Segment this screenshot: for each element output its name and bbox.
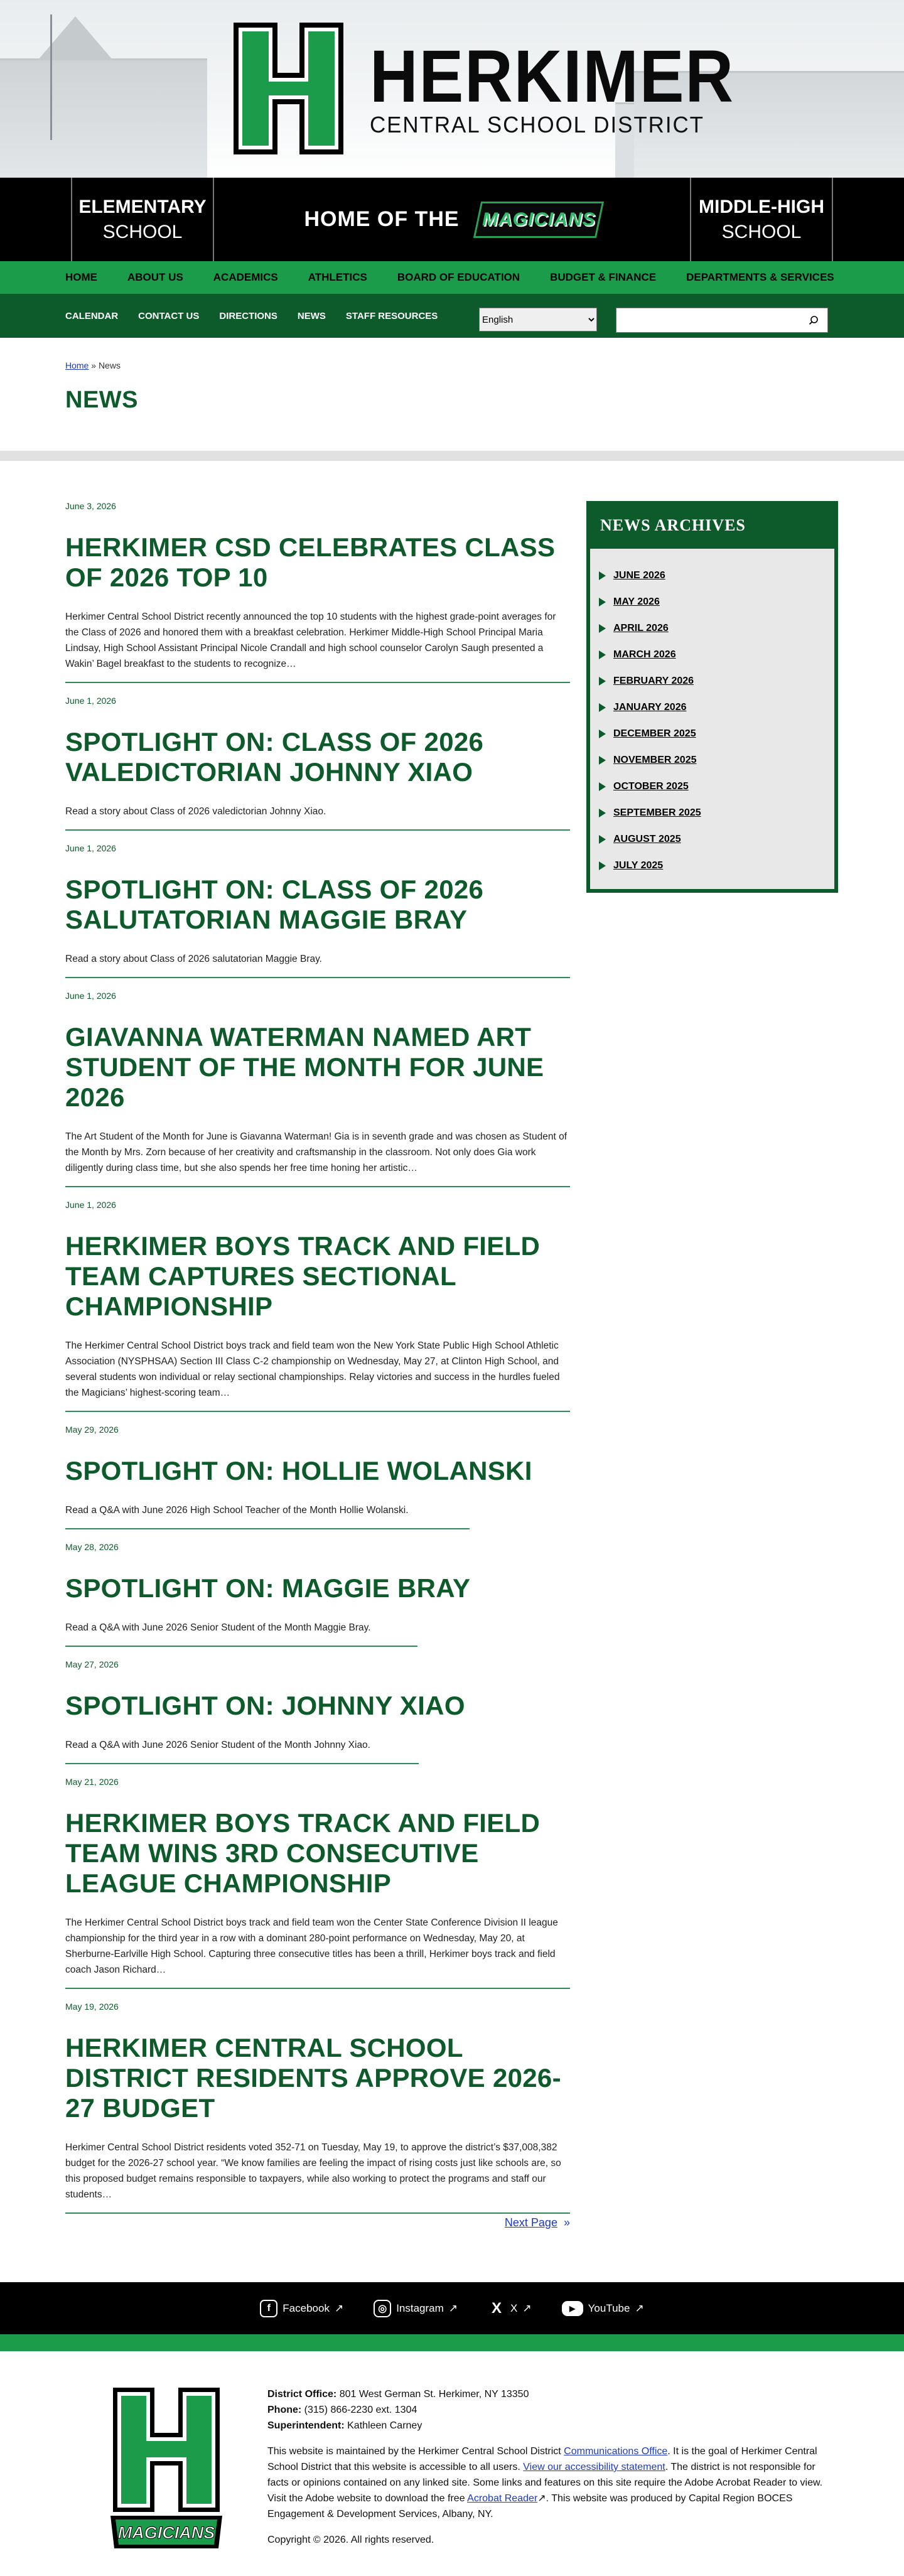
news-list xyxy=(65,501,570,2229)
external-link-icon: ↗ xyxy=(522,2302,532,2314)
archive-item xyxy=(599,642,834,668)
article-title[interactable]: HERKIMER BOYS TRACK AND FIELD TEAM CAPTURES SECTIONAL CHAMPIONSHIP xyxy=(65,1231,541,1321)
archive-item xyxy=(599,668,834,694)
article-title[interactable]: HERKIMER CSD CELEBRATES CLASS OF 2026 TOP 10 xyxy=(65,532,556,592)
archive-link[interactable]: MARCH 2026 xyxy=(613,649,676,660)
social-label: YouTube xyxy=(588,2302,630,2314)
header-banner xyxy=(0,0,904,178)
search-input[interactable] xyxy=(616,308,828,333)
breadcrumb-separator: » xyxy=(91,360,97,370)
triangle-bullet-icon xyxy=(599,650,606,659)
nav-contact-us[interactable]: CONTACT US xyxy=(138,310,200,321)
article-divider xyxy=(65,1411,570,1412)
archive-link[interactable]: AUGUST 2025 xyxy=(613,834,681,844)
article-summary: The Art Student of the Month for June is Giavanna Waterman! Gia is in seventh grade and was chosen as Student of the Month by Mrs. Zorn because of her creativity and craftsmanship in the classroom. Not only does Gia work diligently during class time, but she also spends her free time honing her artistic… xyxy=(65,1131,567,1173)
archive-link[interactable]: MAY 2026 xyxy=(613,596,660,607)
article-summary: The Herkimer Central School District boys track and field team won the Center State Conference Division II league championship for the third year in a row with a dominant 280-point performance on Wednesday, May 20, at Sherburne-Earlville High School. Capturing three consecutive titles has been a thrill, Herkimer boys track and field coach Jason Richard… xyxy=(65,1917,558,1975)
article-title[interactable]: HERKIMER CENTRAL SCHOOL DISTRICT RESIDENTS APPROVE 2026-27 BUDGET xyxy=(65,2033,561,2123)
school-building-image xyxy=(0,58,207,178)
archive-item xyxy=(599,563,834,589)
h-logo-icon xyxy=(231,20,346,157)
external-link-icon: ↗ xyxy=(635,2302,644,2314)
article-divider xyxy=(65,682,570,683)
x-link[interactable] xyxy=(488,2300,532,2317)
nav-athletics[interactable]: ATHLETICS xyxy=(308,271,367,283)
article-divider xyxy=(65,829,570,831)
pagination xyxy=(65,2214,570,2229)
elementary-line1: ELEMENTARY xyxy=(78,196,207,217)
article-date: May 19, 2026 xyxy=(65,2002,119,2012)
article-title[interactable]: SPOTLIGHT ON: JOHNNY XIAO xyxy=(65,1691,465,1720)
news-article xyxy=(65,1777,570,1989)
footer-disclaimer xyxy=(267,2444,832,2522)
article-title[interactable]: HERKIMER BOYS TRACK AND FIELD TEAM WINS 3RD CONSECUTIVE LEAGUE CHAMPIONSHIP xyxy=(65,1808,541,1898)
article-divider xyxy=(65,977,570,978)
triangle-bullet-icon xyxy=(599,598,606,606)
breadcrumb xyxy=(0,338,904,370)
communications-office-link[interactable]: Communications Office xyxy=(564,2446,668,2457)
triangle-bullet-icon xyxy=(599,782,606,791)
article-date: May 21, 2026 xyxy=(65,1777,119,1787)
home-of-the-magicians xyxy=(214,178,690,261)
archives-list xyxy=(590,549,834,879)
district-logo[interactable] xyxy=(231,20,775,157)
page-title: NEWS xyxy=(65,387,138,413)
archive-link[interactable]: APRIL 2026 xyxy=(613,623,669,633)
news-article xyxy=(65,843,570,978)
tagline: HOME OF THE xyxy=(304,207,460,231)
elementary-line2: SCHOOL xyxy=(102,221,183,242)
article-divider xyxy=(65,1186,570,1187)
archive-item xyxy=(599,589,834,615)
triangle-bullet-icon xyxy=(599,809,606,817)
magicians-logo xyxy=(473,202,603,238)
youtube-link[interactable] xyxy=(562,2301,644,2316)
elementary-school-link[interactable] xyxy=(71,178,214,261)
breadcrumb-current: News xyxy=(98,360,121,370)
mascot-name: MAGICIANS xyxy=(482,208,595,230)
archive-item xyxy=(599,721,834,747)
article-title[interactable]: SPOTLIGHT ON: CLASS OF 2026 VALEDICTORIAN JOHNNY XIAO xyxy=(65,727,484,787)
nav-about-us[interactable]: ABOUT US xyxy=(127,271,183,283)
archive-link[interactable]: OCTOBER 2025 xyxy=(613,781,689,792)
article-date: June 3, 2026 xyxy=(65,501,116,511)
article-summary: Read a Q&A with June 2026 High School Teacher of the Month Hollie Wolanski. xyxy=(65,1505,409,1516)
news-article xyxy=(65,2002,570,2214)
footer-green-band xyxy=(0,2334,904,2351)
secondary-nav xyxy=(0,294,904,338)
triangle-bullet-icon xyxy=(599,730,606,738)
nav-staff-resources[interactable]: STAFF RESOURCES xyxy=(345,310,438,321)
flagpole-image xyxy=(50,14,52,140)
middle-high-school-link[interactable] xyxy=(690,178,833,261)
article-title[interactable]: SPOTLIGHT ON: HOLLIE WOLANSKI xyxy=(65,1456,532,1485)
triangle-bullet-icon xyxy=(599,624,606,633)
social-label: Instagram xyxy=(396,2302,444,2314)
article-summary: Herkimer Central School District recently announced the top 10 students with the highest grade-point averages for the Class of 2026 and honored them with a breakfast celebration. Herkimer Middle-High School Principal Maria Lindsay, High School Assistant Principal Nicole Crandall and high school counselor Carolyn Saugh presented a Wakin’ Bagel breakfast to the students to recognize… xyxy=(65,612,556,669)
article-title[interactable]: GIAVANNA WATERMAN NAMED ART STUDENT OF THE MONTH FOR JUNE 2026 xyxy=(65,1022,544,1112)
article-summary: Read a story about Class of 2026 salutatorian Maggie Bray. xyxy=(65,954,322,964)
phone-label: Phone: xyxy=(267,2405,302,2415)
disclaimer-text: . This website was produced by Capital Region BOCES Engagement & Development Services, Albany, NY. xyxy=(267,2493,793,2519)
next-arrow: » xyxy=(563,2216,570,2229)
nav-calendar[interactable]: CALENDAR xyxy=(65,310,119,321)
nav-directions[interactable]: DIRECTIONS xyxy=(219,310,277,321)
article-divider xyxy=(65,1646,417,1647)
archive-link[interactable]: NOVEMBER 2025 xyxy=(613,755,697,765)
facebook-icon: f xyxy=(260,2300,277,2317)
news-article xyxy=(65,501,570,683)
nav-departments-services[interactable]: DEPARTMENTS & SERVICES xyxy=(686,271,834,283)
footer-main xyxy=(0,2351,904,2576)
district-name: HERKIMER xyxy=(370,35,734,118)
triangle-bullet-icon xyxy=(599,861,606,870)
archive-link[interactable]: FEBRUARY 2026 xyxy=(613,676,694,686)
nav-news[interactable]: NEWS xyxy=(297,310,326,321)
triangle-bullet-icon xyxy=(599,677,606,686)
facebook-link[interactable] xyxy=(260,2300,343,2317)
article-date: June 1, 2026 xyxy=(65,991,116,1001)
news-article xyxy=(65,991,570,1187)
archive-link[interactable]: JUNE 2026 xyxy=(613,570,665,581)
nav-home[interactable]: HOME xyxy=(65,271,97,283)
youtube-icon: ▶ xyxy=(562,2301,583,2316)
article-summary: Read a Q&A with June 2026 Senior Student of the Month Johnny Xiao. xyxy=(65,1740,370,1750)
article-date: June 1, 2026 xyxy=(65,1200,116,1210)
nav-academics[interactable]: ACADEMICS xyxy=(213,271,278,283)
archive-item xyxy=(599,694,834,721)
article-date: May 29, 2026 xyxy=(65,1425,119,1435)
article-divider xyxy=(65,1988,570,1989)
article-summary: Read a Q&A with June 2026 Senior Student of the Month Maggie Bray. xyxy=(65,1622,371,1633)
triangle-bullet-icon xyxy=(599,703,606,712)
article-summary: Herkimer Central School District residents voted 352-71 on Tuesday, May 19, to approve the district’s $37,008,382 budget for the 2026-27 school year. “We know families are feeling the impact of rising costs just like schools are, so this proposed budget remains responsible to taxpayers, while also working to protect the programs and staff our students… xyxy=(65,2142,561,2200)
archive-item xyxy=(599,615,834,642)
article-summary: Read a story about Class of 2026 valedictorian Johnny Xiao. xyxy=(65,806,326,817)
district-subtitle: CENTRAL SCHOOL DISTRICT xyxy=(370,112,704,137)
archive-item xyxy=(599,826,834,853)
social-links xyxy=(0,2282,904,2334)
triangle-bullet-icon xyxy=(599,756,606,765)
article-title[interactable]: SPOTLIGHT ON: CLASS OF 2026 SALUTATORIAN MAGGIE BRAY xyxy=(65,875,484,934)
district-phone: (315) 866-2230 ext. 1304 xyxy=(304,2405,417,2415)
disclaimer-text: . The district is not responsible for facts or opinions contained on any linked site. Some links and features on this site require the Adobe Acrobat Reader to view. Visit the Adobe website to download the free xyxy=(267,2462,823,2504)
archive-link[interactable]: SEPTEMBER 2025 xyxy=(613,807,701,818)
superintendent-name: Kathleen Carney xyxy=(347,2420,422,2431)
article-summary: The Herkimer Central School District boys track and field team won the New York State Public High School Athletic Association (NYSPHSAA) Section III Class C-2 championship on Wednesday, May 27, at Clinton High School, and several students won individual or relay sectional championships. Relay victories and success in the hurdles fueled the Magicians’ highest-scoring team… xyxy=(65,1340,560,1398)
acrobat-reader-link[interactable]: Acrobat Reader xyxy=(467,2493,538,2504)
nav-budget-finance[interactable]: BUDGET & FINANCE xyxy=(550,271,657,283)
archive-link[interactable]: JANUARY 2026 xyxy=(613,702,687,713)
middle-high-line1: MIDDLE-HIGH xyxy=(699,196,824,217)
language-select[interactable] xyxy=(479,308,597,331)
external-link-icon: ↗ xyxy=(537,2493,546,2504)
main-content xyxy=(0,461,904,2229)
triangle-bullet-icon xyxy=(599,835,606,844)
article-date: June 1, 2026 xyxy=(65,696,116,706)
archive-item xyxy=(599,747,834,773)
external-link-icon: ↗ xyxy=(448,2302,458,2314)
archive-link[interactable]: DECEMBER 2025 xyxy=(613,728,696,739)
search-icon[interactable] xyxy=(809,315,819,325)
breadcrumb-home[interactable]: Home xyxy=(65,360,89,370)
footer-info xyxy=(267,2386,832,2551)
triangle-bullet-icon xyxy=(599,571,606,580)
magicians-footer-logo xyxy=(107,2386,226,2551)
district-office-address: 801 West German St. Herkimer, NY 13350 xyxy=(339,2389,529,2400)
external-link-icon: ↗ xyxy=(334,2302,344,2314)
nav-board-of-education[interactable]: BOARD OF EDUCATION xyxy=(397,271,520,283)
news-article xyxy=(65,1659,570,1764)
news-article xyxy=(65,1200,570,1412)
instagram-icon: ◎ xyxy=(374,2300,391,2317)
site-header xyxy=(0,0,904,338)
news-article xyxy=(65,696,570,831)
footer-logo-word: MAGICIANS xyxy=(117,2523,215,2542)
article-date: June 1, 2026 xyxy=(65,843,116,853)
site-footer xyxy=(0,2282,904,2576)
disclaimer-text: This website is maintained by the Herkimer Central School District xyxy=(267,2446,564,2457)
article-divider xyxy=(65,1763,419,1764)
accessibility-statement-link[interactable]: View our accessibility statement xyxy=(523,2462,665,2472)
social-label: X xyxy=(510,2302,518,2314)
primary-nav xyxy=(0,261,904,294)
archive-item xyxy=(599,773,834,800)
office-label: District Office: xyxy=(267,2389,337,2400)
copyright: Copyright © 2026. All rights reserved. xyxy=(267,2535,434,2545)
superintendent-label: Superintendent: xyxy=(267,2420,345,2431)
article-divider xyxy=(65,1528,470,1529)
archive-item xyxy=(599,800,834,826)
archive-link[interactable]: JULY 2025 xyxy=(613,860,664,871)
instagram-link[interactable] xyxy=(374,2300,458,2317)
archives-title: NEWS ARCHIVES xyxy=(590,505,834,549)
disclaimer-text: . It is the goal of Herkimer Central School District that this website is accessible to all users. xyxy=(267,2446,817,2472)
social-label: Facebook xyxy=(282,2302,330,2314)
news-article xyxy=(65,1542,570,1647)
article-date: May 28, 2026 xyxy=(65,1542,119,1552)
x-icon: X xyxy=(492,2299,502,2317)
middle-high-line2: SCHOOL xyxy=(721,221,802,242)
article-date: May 27, 2026 xyxy=(65,1659,119,1669)
article-title[interactable]: SPOTLIGHT ON: MAGGIE BRAY xyxy=(65,1573,471,1603)
next-page-link[interactable]: Next Page xyxy=(504,2216,557,2229)
school-bar xyxy=(0,178,904,261)
news-archives xyxy=(586,501,838,893)
news-article xyxy=(65,1425,570,1529)
section-divider xyxy=(0,451,904,461)
archive-item xyxy=(599,853,834,879)
